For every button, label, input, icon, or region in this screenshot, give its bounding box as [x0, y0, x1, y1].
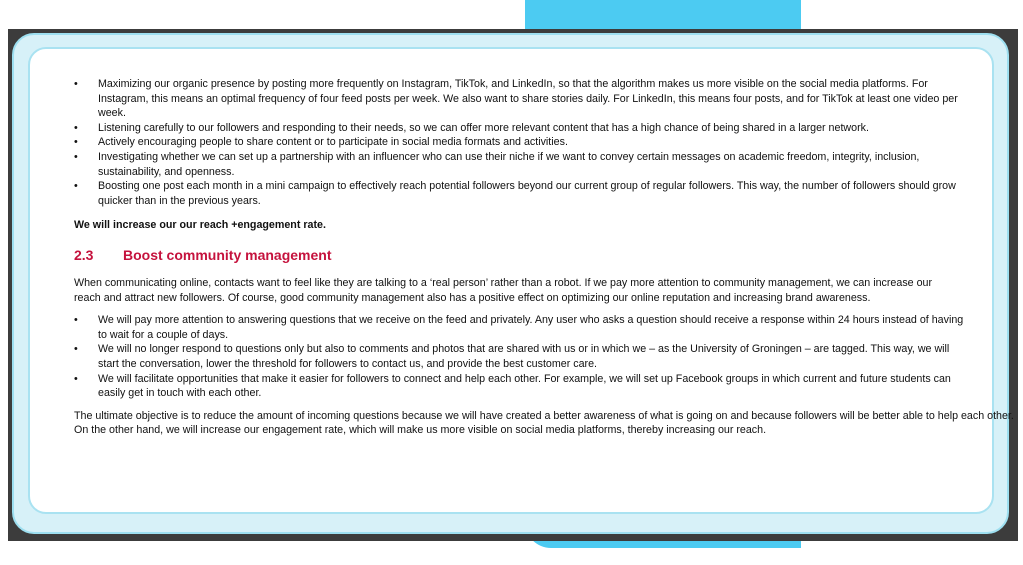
list-item: • Actively encouraging people to share content or to participate in social media formats and activities.: [74, 136, 568, 149]
bullet-icon: •: [74, 121, 78, 134]
bullet-icon: •: [74, 343, 78, 356]
bullet-list-community: [74, 313, 1014, 401]
bullet-icon: •: [74, 150, 78, 163]
list-item: • We will no longer respond to questions only but also to comments and photos that are shared with us or in which we – as the University of Groningen – are tagged. This way, we will start the conversation, lower the threshold for followers to contact us, and provide the best customer care.: [74, 343, 950, 370]
section-number: 2.3: [74, 246, 94, 263]
list-item: • We will facilitate opportunities that make it easier for followers to connect and help each other. For example, we will set up Facebook groups in which current and future students can easily get in touch with each other.: [74, 372, 951, 400]
bullet-icon: •: [74, 180, 78, 193]
closing-paragraph: The ultimate objective is to reduce the amount of incoming questions because we will have created a better awareness of what is going on and because followers will be better able to help each other. On the other hand, we will increase our engagement rate, which will make us more visible on social media platforms, thereby increasing our reach.: [74, 409, 1014, 437]
bullet-list-strategies: [74, 77, 1014, 208]
bullet-icon: •: [74, 78, 78, 90]
bullet-icon: •: [74, 136, 78, 149]
list-item: • Investigating whether we can set up a partnership with an influencer who can use their niche if we want to convey certain messages on academic freedom, integrity, inclusion, sustainability, and openness.: [74, 150, 920, 178]
document-content: [74, 77, 1014, 438]
intro-paragraph: When communicating online, contacts want to feel like they are talking to a ‘real person’ rather than a robot. If we pay more attention to community management, we can increase our reach and attract new followers. Of course, good community management also has a positive effect on optimizing our online reputation and increasing brand awareness.: [74, 276, 933, 304]
section-title: Boost community management: [123, 246, 332, 263]
list-item: • Maximizing our organic presence by posting more frequently on Instagram, TikTok, and LinkedIn, so that the algorithm makes us more visible on the social media platforms. For Instagram, this means an optimal frequency of four feed posts per week. We also want to share stories daily. For LinkedIn, this means four posts, and for TikTok at least one video per week.: [74, 78, 958, 120]
section-heading: [74, 246, 1014, 264]
bullet-icon: •: [74, 314, 78, 327]
bold-statement: We will increase our our reach +engagement rate.: [74, 219, 326, 232]
list-item: • Listening carefully to our followers and responding to their needs, so we can offer more relevant content that has a high chance of being shared in a larger network.: [74, 121, 869, 134]
list-item: • We will pay more attention to answering questions that we receive on the feed and privately. Any user who asks a question should receive a response within 24 hours instead of having to wait for a couple of days.: [74, 314, 964, 341]
bullet-icon: •: [74, 372, 78, 385]
list-item: • Boosting one post each month in a mini campaign to effectively reach potential followers beyond our current group of regular followers. This way, the number of followers should grow quicker than in the previous years.: [74, 180, 956, 207]
